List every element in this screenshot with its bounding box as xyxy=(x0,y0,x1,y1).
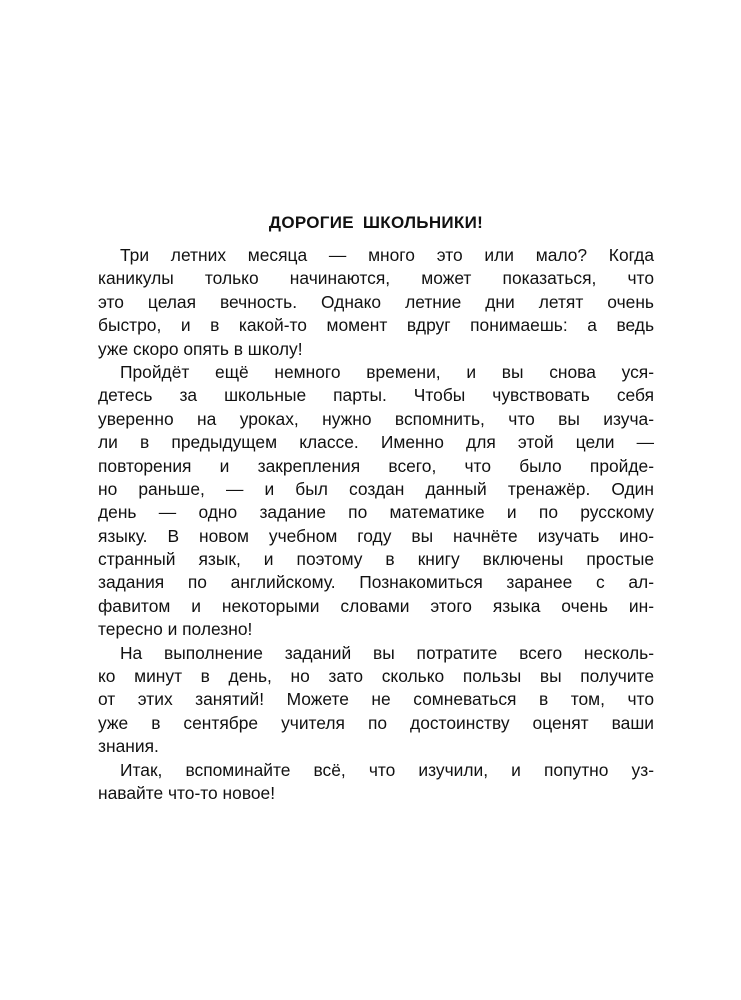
text-line: Три летних месяца — много это или мало? Когда xyxy=(120,245,654,265)
text-line: детесь за школьные парты. Чтобы чувствовать себя xyxy=(98,385,654,406)
text-line: Пройдёт ещё немного времени, и вы снова уся- xyxy=(120,361,654,382)
paragraph-3 xyxy=(98,642,654,759)
text-line: день — одно задание по математике и по русскому xyxy=(98,502,654,523)
text-line: уже скоро опять в школу! xyxy=(98,338,303,359)
text-line: Итак, вспоминайте всё, что изучили, и попутно уз- xyxy=(120,759,654,780)
text-line: ко минут в день, но зато сколько пользы вы получите xyxy=(98,666,654,687)
paragraph-2 xyxy=(98,361,654,642)
paragraph-1 xyxy=(98,244,654,361)
document-page xyxy=(98,208,654,805)
text-line: уже в сентябре учителя по достоинству оценят ваши xyxy=(98,712,654,733)
text-line: это целая вечность. Однако летние дни летят очень xyxy=(98,291,654,312)
text-line: уверенно на уроках, нужно вспомнить, что вы изуча- xyxy=(98,408,654,429)
text-line: задания по английскому. Познакомиться заранее с ал- xyxy=(98,572,654,593)
paragraph-4 xyxy=(98,759,654,806)
text-line: от этих занятий! Можете не сомневаться в том, что xyxy=(98,689,654,710)
text-line: быстро, и в какой-то момент вдруг понимаешь: а ведь xyxy=(98,315,654,336)
text-line: но раньше, — и был создан данный тренажёр. Один xyxy=(98,478,654,499)
text-line: фавитом и некоторыми словами этого языка очень ин- xyxy=(98,595,654,616)
text-line: каникулы только начинаются, может показаться, что xyxy=(98,268,654,289)
page-title: ДОРОГИЕ ШКОЛЬНИКИ! xyxy=(268,213,484,232)
text-line: странный язык, и поэтому в книгу включены простые xyxy=(98,549,654,570)
text-line: ли в предыдущем классе. Именно для этой цели — xyxy=(98,432,654,453)
text-line: повторения и закрепления всего, что было пройде- xyxy=(98,455,654,476)
text-line: На выполнение заданий вы потратите всего несколь- xyxy=(120,642,654,663)
text-line: языку. В новом учебном году вы начнёте изучать ино- xyxy=(98,525,654,546)
text-line: навайте что-то новое! xyxy=(98,782,276,803)
text-line: знания. xyxy=(98,736,159,757)
text-line: тересно и полезно! xyxy=(98,619,253,640)
